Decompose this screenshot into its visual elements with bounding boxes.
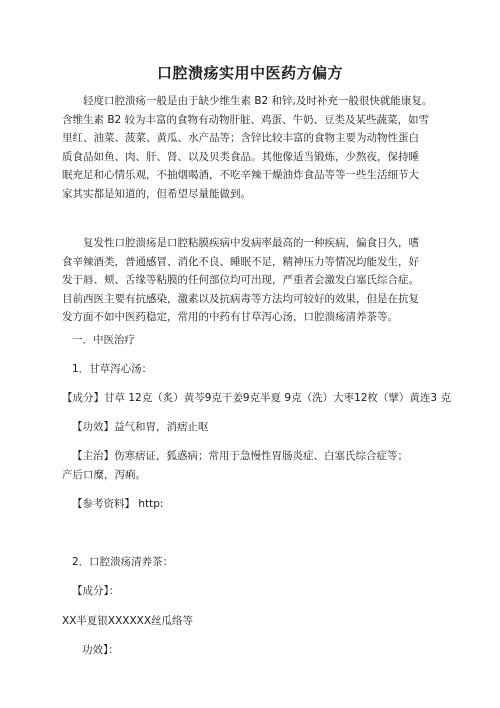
section-heading-tcm: 一．中医治疗 <box>72 334 135 346</box>
paragraph-line: 里红、油菜、菠菜、黄瓜、水产品等；含锌比较丰富的食物主要为动物性蛋白 <box>62 132 419 144</box>
paragraph-line: 眠充足和心情乐观，不抽烟喝酒，不吃辛辣干燥油炸食品等等一些生活细节大 <box>62 169 419 181</box>
paragraph-line: 轻度口腔溃疡一般是由于缺少维生素 B2 和锌,及时补充一般很快就能康复。 <box>62 95 433 107</box>
paragraph-line: 发方面不如中医药稳定，常用的中药有甘草泻心汤，口腔溃疡清养茶等。 <box>62 311 398 323</box>
paragraph-mild-ulcer <box>62 92 442 203</box>
paragraph-recurrent-ulcer <box>62 234 442 327</box>
paragraph-line: 含维生素 B2 较为丰富的食物有动物肝脏、鸡蛋、牛奶、豆类及某些蔬菜，如雪 <box>62 113 430 126</box>
item-title-tea: 2．口腔溃疡清养茶： <box>72 556 174 568</box>
item-effect-gancao: 【功效】益气和胃，消痞止呕 <box>72 421 209 433</box>
item-ingredients-tea: 【成分】： <box>72 585 120 597</box>
paragraph-line: 质食品如鱼、肉、肝、肾、以及贝类食品。其他像适当锻炼，少熬夜，保持睡 <box>62 150 419 163</box>
item-effect-tea: 功效】： <box>82 644 119 656</box>
paragraph-line: 复发性口腔溃疡是口腔粘膜疾病中发病率最高的一种疾病，偏食日久，嗜 <box>62 237 419 249</box>
paragraph-line: 目前西医主要有抗感染，激素以及抗病毒等方法均可较好的效果，但是在抗复 <box>62 292 419 305</box>
item-title-gancao: 1．甘草泻心汤： <box>72 363 153 375</box>
item-reference-gancao: 【参考资料】 http: <box>72 498 164 510</box>
item-formula-tea: XX半夏银XXXXXX丝瓜络等 <box>62 615 194 627</box>
page-title: 口腔溃疡实用中医药方偏方 <box>156 64 343 82</box>
item-ingredients-gancao: 【成分】甘草 12克（炙）黄芩9克干姜9克半夏 9克（洗）大枣12枚（擘）黄连3 克 <box>62 392 451 404</box>
paragraph-line: 食辛辣酒类，普通感冒、消化不良、睡眠不足，精神压力等情况均能发生，好 <box>62 255 419 268</box>
paragraph-line: 发于唇、颊、舌缘等粘膜的任何部位均可出现，严重者会激发白塞氏综合症。 <box>62 274 419 286</box>
item-indication-gancao-cont: 产后口糜，泻痢。 <box>62 469 146 481</box>
paragraph-line: 家其实都是知道的，但希望尽量能做到。 <box>62 187 251 200</box>
item-indication-gancao: 【主治】伤寒痞证，狐惑病；常用于急慢性胃肠炎症、白塞氏综合症等； <box>72 450 408 462</box>
